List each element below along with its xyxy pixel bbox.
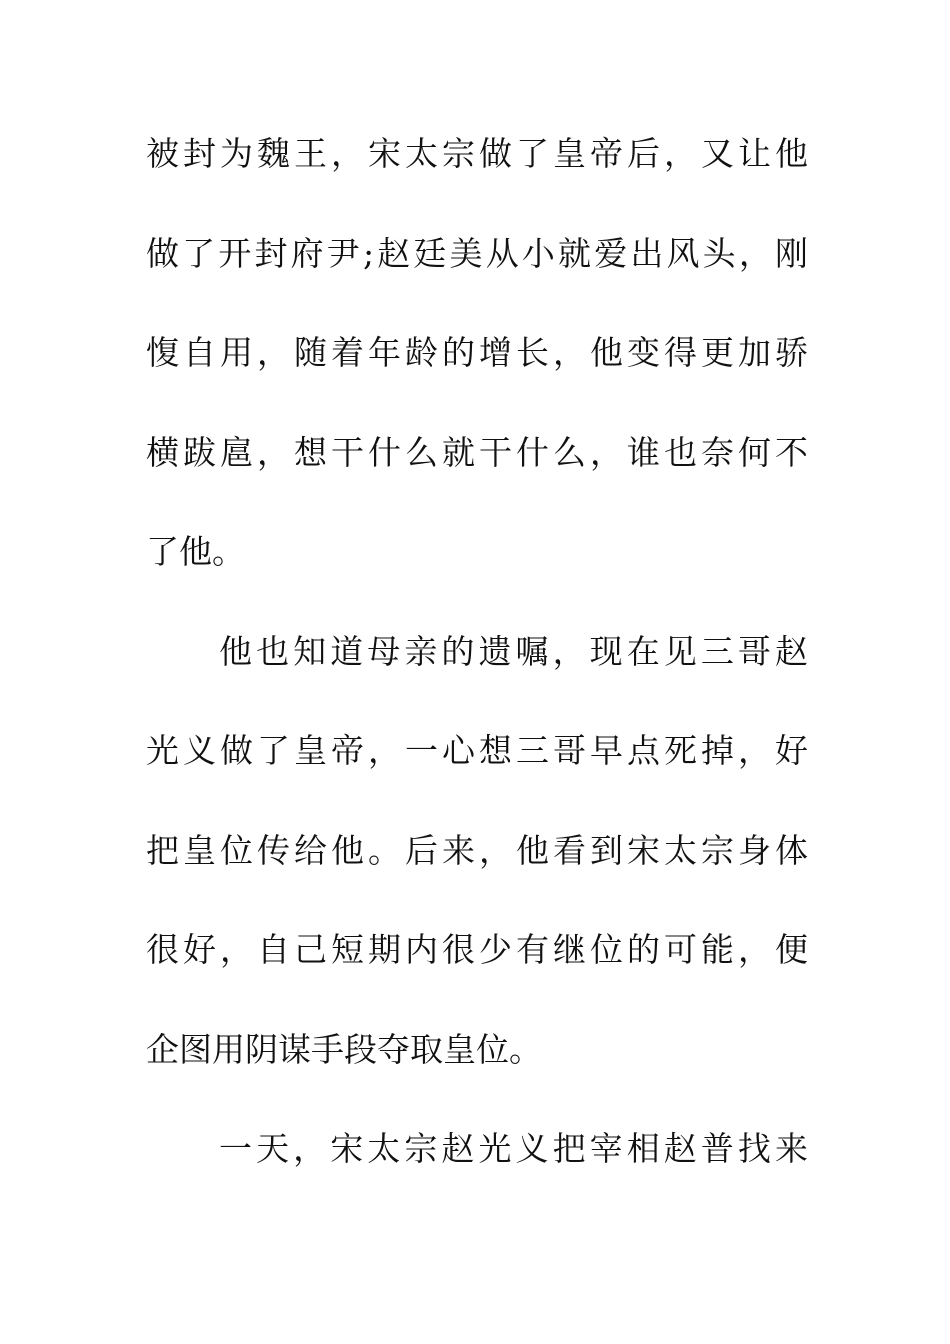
text-line: 愎自用，随着年龄的增长，他变得更加骄	[146, 333, 808, 372]
text-line: 光义做了皇帝，一心想三哥早点死掉，好	[146, 731, 808, 770]
text-line: 企图用阴谋手段夺取皇位。	[146, 1029, 542, 1069]
text-line: 被封为魏王，宋太宗做了皇帝后，又让他	[146, 134, 808, 173]
text-line: 很好，自己短期内很少有继位的可能，便	[146, 930, 808, 969]
body-text	[146, 129, 808, 1224]
text-line: 了他。	[146, 532, 245, 571]
text-line: 他也知道母亲的遗嘱，现在见三哥赵	[219, 631, 808, 671]
text-line: 横跋扈，想干什么就干什么，谁也奈何不	[146, 432, 808, 472]
text-line: 做了开封府尹;赵廷美从小就爱出风头，刚	[146, 233, 808, 273]
text-line: 一天，宋太宗赵光义把宰相赵普找来	[219, 1129, 808, 1168]
text-line: 把皇位传给他。后来，他看到宋太宗身体	[146, 830, 808, 870]
